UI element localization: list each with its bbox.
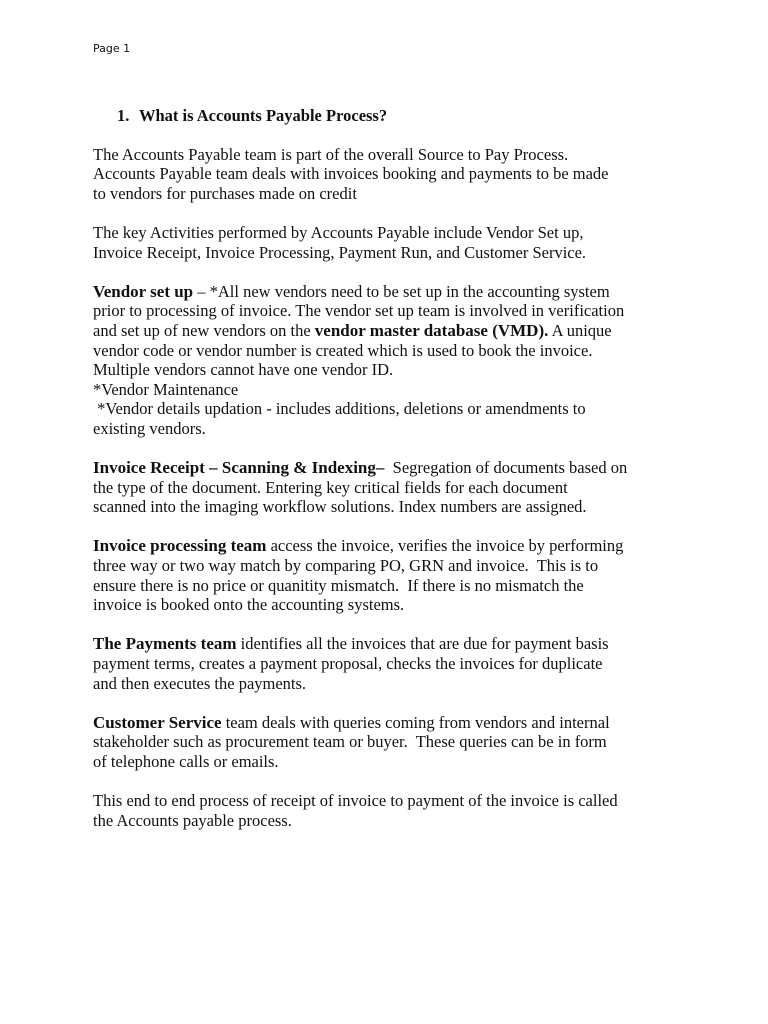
receipt-line-text: Segregation of documents based on <box>384 458 628 478</box>
conclusion-line: the Accounts payable process. <box>93 810 292 830</box>
vendor-line: existing vendors. <box>93 418 206 438</box>
payments-line <box>93 634 683 654</box>
processing-line-text: access the invoice, verifies the invoice by performing <box>266 536 624 556</box>
invoice-receipt-heading: Invoice Receipt – Scanning & Indexing– <box>93 458 385 478</box>
question-heading <box>117 106 683 126</box>
vendor-line: *Vendor details updation - includes additions, deletions or amendments to <box>93 399 586 419</box>
receipt-line: scanned into the imaging workflow solutions. Index numbers are assigned. <box>93 497 587 517</box>
vendor-setup-paragraph <box>93 282 683 439</box>
vendor-line-text: A unique <box>548 320 612 340</box>
vmd-term: vendor master database (VMD). <box>314 320 549 340</box>
processing-line: invoice is booked onto the accounting systems. <box>93 595 405 615</box>
service-line <box>93 713 683 733</box>
vendor-setup-heading: Vendor set up <box>93 281 194 301</box>
intro-line: Accounts Payable team deals with invoices booking and payments to be made <box>93 164 609 184</box>
intro-paragraph <box>93 145 683 204</box>
receipt-line: the type of the document. Entering key critical fields for each document <box>93 477 568 497</box>
payments-line: and then executes the payments. <box>93 673 307 693</box>
service-line: stakeholder such as procurement team or buyer. These queries can be in form <box>93 732 607 752</box>
processing-line: three way or two way match by comparing PO, GRN and invoice. This is to <box>93 556 599 576</box>
vendor-line <box>93 321 683 341</box>
payments-team-heading: The Payments team <box>93 634 237 654</box>
activities-paragraph <box>93 223 683 262</box>
vendor-line <box>93 282 683 302</box>
question-number: 1. <box>117 106 130 125</box>
activities-line: Invoice Receipt, Invoice Processing, Payment Run, and Customer Service. <box>93 242 587 262</box>
invoice-receipt-paragraph <box>93 458 683 517</box>
page-number-label: Page 1 <box>93 42 131 55</box>
payments-line: payment terms, creates a payment proposal, checks the invoices for duplicate <box>93 654 603 674</box>
customer-service-paragraph <box>93 713 683 772</box>
service-line-text: team deals with queries coming from vendors and internal <box>221 712 610 732</box>
conclusion-line: This end to end process of receipt of invoice to payment of the invoice is called <box>93 791 618 811</box>
intro-line: The Accounts Payable team is part of the overall Source to Pay Process. <box>93 144 569 164</box>
invoice-processing-paragraph <box>93 536 683 614</box>
document-body <box>93 106 683 850</box>
payments-line-text: identifies all the invoices that are due for payment basis <box>236 634 609 654</box>
vendor-line-text: – *All new vendors need to be set up in the accounting system <box>193 281 610 301</box>
processing-line: ensure there is no price or quanitity mismatch. If there is no mismatch the <box>93 575 584 595</box>
vendor-line-text: and set up of new vendors on the <box>93 320 315 340</box>
receipt-line <box>93 458 683 478</box>
service-line: of telephone calls or emails. <box>93 752 279 771</box>
customer-service-heading: Customer Service <box>93 712 222 732</box>
question-text: What is Accounts Payable Process? <box>139 106 388 125</box>
activities-line: The key Activities performed by Accounts Payable include Vendor Set up, <box>93 222 584 242</box>
intro-line: to vendors for purchases made on credit <box>93 183 357 203</box>
vendor-line: Multiple vendors cannot have one vendor ID. <box>93 360 394 380</box>
invoice-processing-heading: Invoice processing team <box>93 536 267 556</box>
vendor-line: prior to processing of invoice. The vendor set up team is involved in verification <box>93 301 625 321</box>
conclusion-paragraph <box>93 791 683 830</box>
vendor-line: vendor code or vendor number is created which is used to book the invoice. <box>93 340 593 360</box>
vendor-line: *Vendor Maintenance <box>93 379 239 399</box>
processing-line <box>93 536 683 556</box>
payments-paragraph <box>93 634 683 693</box>
